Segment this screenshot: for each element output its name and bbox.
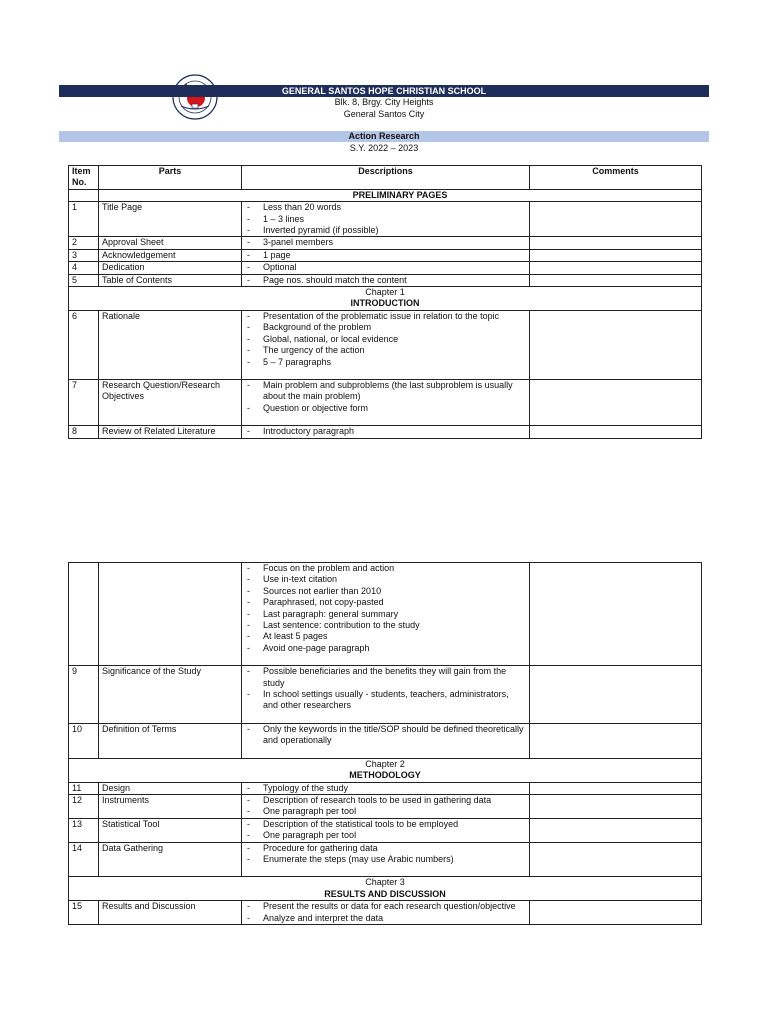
description-item: - Inverted pyramid (if possible)	[247, 225, 526, 236]
table-row	[69, 274, 702, 286]
column-header-parts: Parts	[99, 166, 242, 190]
comments-cell[interactable]	[530, 237, 702, 249]
description-list	[245, 426, 526, 437]
description-item: - Use in-text citation	[247, 574, 526, 585]
comments-cell[interactable]	[530, 379, 702, 425]
item-number: 8	[69, 426, 99, 438]
chapter-3-label: Chapter 3	[365, 877, 405, 888]
table-row	[69, 818, 702, 842]
description-item: - Optional	[247, 262, 526, 273]
table-row	[69, 249, 702, 261]
table-row	[69, 379, 702, 425]
description-list	[245, 843, 526, 866]
description-item: - Typology of the study	[247, 783, 526, 794]
table-row	[69, 202, 702, 237]
item-number: 1	[69, 202, 99, 237]
part-name: Title Page	[99, 202, 242, 237]
part-name: Significance of the Study	[99, 666, 242, 724]
item-number: 13	[69, 818, 99, 842]
description-item: - Description of research tools to be used in gathering data	[247, 795, 526, 806]
comments-cell[interactable]	[530, 310, 702, 379]
part-name: Results and Discussion	[99, 901, 242, 925]
table-row	[69, 237, 702, 249]
item-number: 11	[69, 782, 99, 794]
description-list	[245, 666, 526, 712]
item-number: 2	[69, 237, 99, 249]
description-list	[245, 250, 526, 261]
table-row	[69, 310, 702, 379]
description-item: - Background of the problem	[247, 322, 526, 333]
school-address-line-2: General Santos City	[343, 109, 425, 119]
school-address-line-1: Blk. 8, Brgy. City Heights	[334, 97, 434, 107]
comments-cell[interactable]	[530, 563, 702, 666]
section-row-chapter-2	[69, 758, 702, 782]
table-row	[69, 782, 702, 794]
description-list	[245, 819, 526, 842]
description-item: - Page nos. should match the content	[247, 275, 526, 286]
comments-cell[interactable]	[530, 666, 702, 724]
comments-cell[interactable]	[530, 818, 702, 842]
chapter-1-title: INTRODUCTION	[350, 298, 420, 309]
part-name: Rationale	[99, 310, 242, 379]
description-item: - Less than 20 words	[247, 202, 526, 213]
chapter-1-label: Chapter 1	[365, 287, 405, 298]
item-number: 10	[69, 723, 99, 758]
description-item: - Last paragraph: general summary	[247, 609, 526, 620]
description-item: - 1 page	[247, 250, 526, 261]
part-name: Review of Related Literature	[99, 426, 242, 438]
item-number: 7	[69, 379, 99, 425]
part-name: Dedication	[99, 262, 242, 274]
description-list	[245, 724, 526, 747]
school-year: S.Y. 2022 – 2023	[349, 143, 419, 153]
item-number: 3	[69, 249, 99, 261]
item-number: 5	[69, 274, 99, 286]
description-item: - Global, national, or local evidence	[247, 334, 526, 345]
description-list	[245, 311, 526, 368]
chapter-2-title: METHODOLOGY	[349, 770, 421, 781]
column-header-comments: Comments	[530, 166, 702, 190]
part-name: Statistical Tool	[99, 818, 242, 842]
table-row	[69, 901, 702, 925]
description-item: - Procedure for gathering data	[247, 843, 526, 854]
table-row	[69, 426, 702, 438]
part-name: Table of Contents	[99, 274, 242, 286]
table-row	[69, 723, 702, 758]
comments-cell[interactable]	[530, 842, 702, 877]
description-list	[245, 901, 526, 924]
item-number: 12	[69, 794, 99, 818]
item-number: 15	[69, 901, 99, 925]
part-name: Definition of Terms	[99, 723, 242, 758]
chapter-3-title: RESULTS AND DISCUSSION	[324, 888, 446, 899]
description-item: - At least 5 pages	[247, 631, 526, 642]
table-row	[69, 842, 702, 877]
description-item: - Last sentence: contribution to the study	[247, 620, 526, 631]
column-header-descriptions: Descriptions	[242, 166, 530, 190]
part-name: Data Gathering	[99, 842, 242, 877]
document-title: Action Research	[59, 131, 709, 142]
description-list	[245, 380, 526, 414]
table-header-row	[69, 166, 702, 190]
comments-cell[interactable]	[530, 202, 702, 237]
section-title-preliminary: PRELIMINARY PAGES	[99, 189, 702, 201]
comments-cell[interactable]	[530, 901, 702, 925]
description-item: - One paragraph per tool	[247, 806, 526, 817]
table-row	[69, 262, 702, 274]
school-name-banner: GENERAL SANTOS HOPE CHRISTIAN SCHOOL	[59, 85, 709, 97]
description-item: - Avoid one-page paragraph	[247, 643, 526, 654]
description-item: - In school settings usually - students, teachers, administrators, and other researchers	[247, 689, 526, 712]
comments-cell[interactable]	[530, 782, 702, 794]
part-name: Approval Sheet	[99, 237, 242, 249]
section-row-preliminary	[69, 189, 702, 201]
description-item: - Presentation of the problematic issue in relation to the topic	[247, 311, 526, 322]
description-item: - 5 – 7 paragraphs	[247, 357, 526, 368]
comments-cell[interactable]	[530, 723, 702, 758]
column-header-item-no: Item No.	[69, 166, 99, 190]
description-list	[245, 275, 526, 286]
part-name: Instruments	[99, 794, 242, 818]
description-item: - Main problem and subproblems (the last subproblem is usually about the main problem)	[247, 380, 526, 403]
requirements-table-part-1	[68, 165, 702, 439]
description-item: - Sources not earlier than 2010	[247, 586, 526, 597]
description-list	[245, 563, 526, 654]
description-item: - Paraphrased, not copy-pasted	[247, 597, 526, 608]
item-number: 6	[69, 310, 99, 379]
description-item: - The urgency of the action	[247, 345, 526, 356]
description-item: - Question or objective form	[247, 403, 526, 414]
comments-cell[interactable]	[530, 426, 702, 438]
requirements-table-part-2	[68, 562, 702, 925]
description-item: - Description of the statistical tools to be employed	[247, 819, 526, 830]
description-item: - Only the keywords in the title/SOP should be defined theoretically and operationally	[247, 724, 526, 747]
part-name: Research Question/Research Objectives	[99, 379, 242, 425]
description-item: - Analyze and interpret the data	[247, 913, 526, 924]
description-list	[245, 237, 526, 248]
table-row	[69, 666, 702, 724]
section-row-chapter-3	[69, 877, 702, 901]
part-name: Design	[99, 782, 242, 794]
description-item: - Introductory paragraph	[247, 426, 526, 437]
description-list	[245, 783, 526, 794]
item-number: 14	[69, 842, 99, 877]
description-item: - Present the results or data for each research question/objective	[247, 901, 526, 912]
description-item: - Possible beneficiaries and the benefits they will gain from the study	[247, 666, 526, 689]
description-item: - 3-panel members	[247, 237, 526, 248]
description-item: - 1 – 3 lines	[247, 214, 526, 225]
description-item: - Enumerate the steps (may use Arabic numbers)	[247, 854, 526, 865]
description-item: - One paragraph per tool	[247, 830, 526, 841]
item-number: 4	[69, 262, 99, 274]
description-list	[245, 795, 526, 818]
chapter-2-label: Chapter 2	[365, 758, 405, 769]
table-row	[69, 563, 702, 666]
comments-cell[interactable]	[530, 262, 702, 274]
part-name: Acknowledgement	[99, 249, 242, 261]
section-row-chapter-1	[69, 287, 702, 311]
description-list	[245, 202, 526, 236]
comments-cell[interactable]	[530, 794, 702, 818]
table-row	[69, 794, 702, 818]
description-list	[245, 262, 526, 273]
item-number: 9	[69, 666, 99, 724]
description-item: - Focus on the problem and action	[247, 563, 526, 574]
comments-cell[interactable]	[530, 249, 702, 261]
comments-cell[interactable]	[530, 274, 702, 286]
